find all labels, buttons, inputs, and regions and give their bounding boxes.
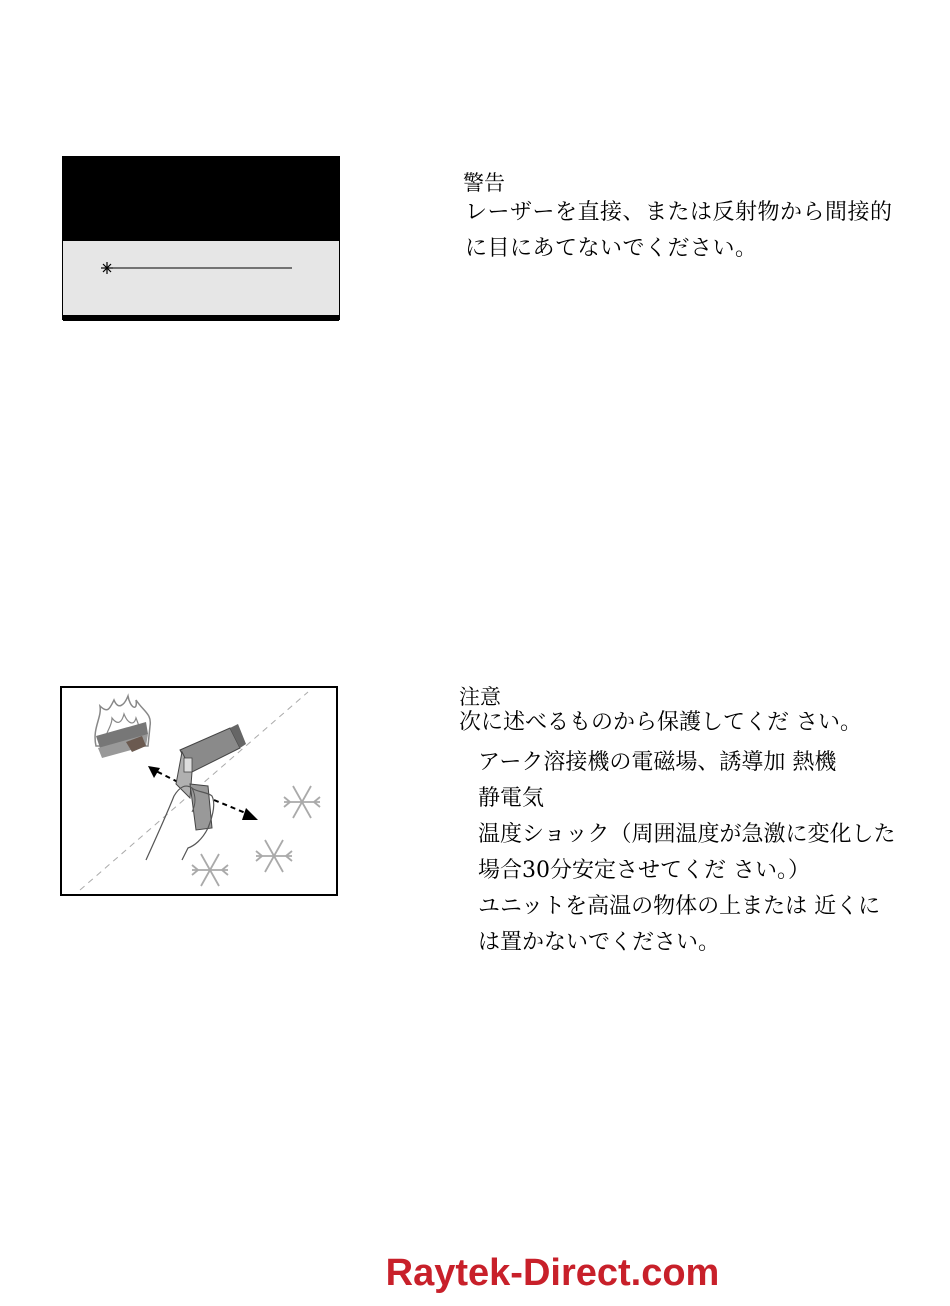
thermometer-gun-illustration — [60, 686, 338, 896]
fire-icon — [95, 696, 150, 758]
snowflake-icon — [192, 786, 320, 886]
caution-item-static: 静電気 — [478, 786, 545, 811]
caution-item-arc-welder: アーク溶接機の電磁場、誘導加 熱機 — [478, 750, 837, 775]
laser-warning-label — [62, 156, 340, 320]
warning-heading: 警告 — [463, 171, 505, 195]
caution-item-hot-objects: ユニットを高温の物体の上または 近くには置かないでください。 — [478, 894, 881, 955]
laser-beam-icon — [63, 157, 341, 321]
caution-heading: 注意 — [459, 685, 501, 709]
caution-intro: 次に述べるものから保護してくだ さい。 — [459, 710, 862, 735]
ir-gun-icon — [176, 724, 246, 830]
footer-brand: Raytek-Direct.com — [385, 1252, 720, 1294]
warning-text: レーザーを直接、または反射物から間接的に目にあてないでください。 — [465, 200, 893, 261]
caution-item-thermal-shock: 温度ショック（周囲温度が急激に変化した場合30分安定させてくだ さい。） — [478, 822, 896, 883]
caution-list — [478, 745, 898, 961]
